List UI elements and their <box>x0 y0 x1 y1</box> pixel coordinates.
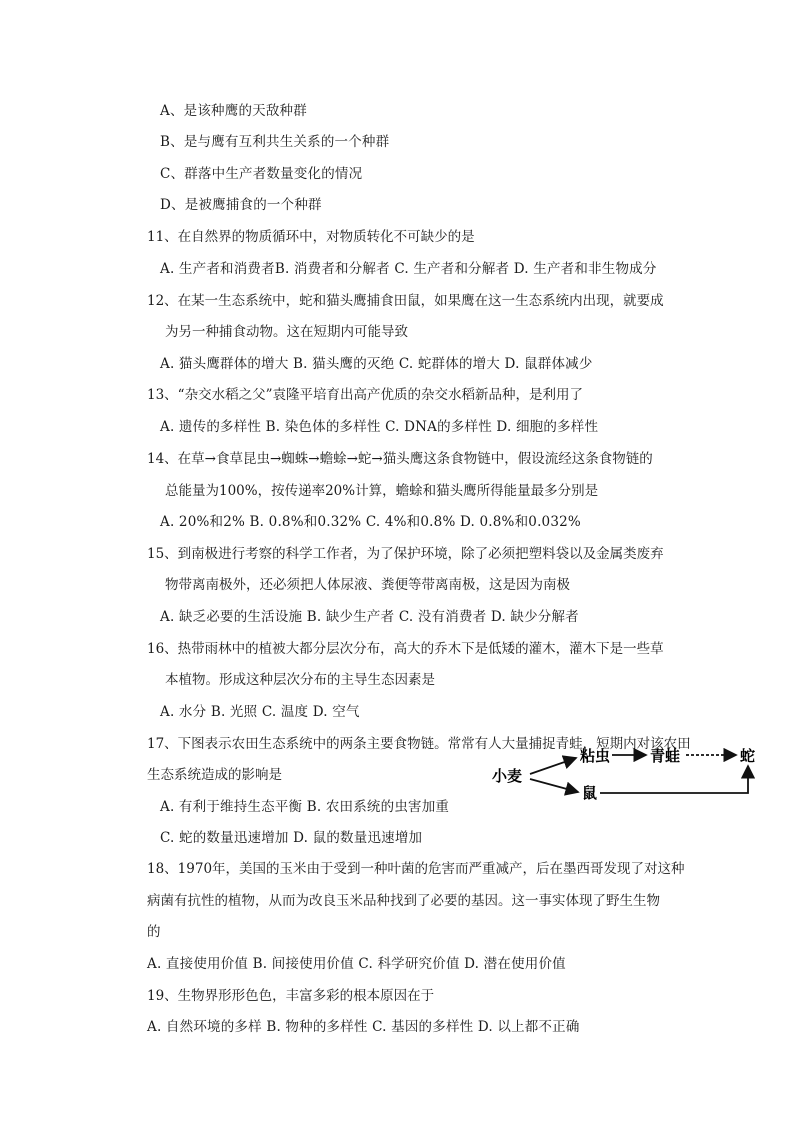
q18-options: A. 直接使用价值 B. 间接使用价值 C. 科学研究价值 D. 潜在使用价值 <box>147 956 566 972</box>
q19-options: A. 自然环境的多样 B. 物种的多样性 C. 基因的多样性 D. 以上都不正确 <box>147 1019 580 1035</box>
q18-stem-line3: 的 <box>147 924 161 940</box>
q12-stem-line2: 为另一种捕食动物。这在短期内可能导致 <box>165 324 408 340</box>
arrow-wheat-mouse <box>530 779 578 792</box>
q10-option-a: A、是该种鹰的天敌种群 <box>160 103 307 119</box>
node-wheat: 小麦 <box>492 767 523 785</box>
q11-stem: 11、在自然界的物质循环中，对物质转化不可缺少的是 <box>147 229 475 245</box>
q14-options: A. 20%和2% B. 0.8%和0.32% C. 4%和0.8% D. 0.8%和0.032% <box>160 514 581 530</box>
q15-stem-line1: 15、到南极进行考察的科学工作者，为了保护环境，除了必须把塑料袋以及金属类废弃 <box>147 546 664 562</box>
q14-stem-line2: 总能量为100%，按传递率20%计算，蟾蜍和猫头鹰所得能量最多分别是 <box>165 483 599 499</box>
q12-stem-line1: 12、在某一生态系统中，蛇和猫头鹰捕食田鼠，如果鹰在这一生态系统内出现，就要成 <box>147 293 664 309</box>
q10-option-c: C、群落中生产者数量变化的情况 <box>160 166 363 182</box>
q16-stem-line2: 本植物。形成这种层次分布的主导生态因素是 <box>165 672 435 688</box>
q10-option-b: B、是与鹰有互利共生关系的一个种群 <box>160 134 390 150</box>
food-chain-diagram <box>490 740 770 810</box>
node-frog: 青蛙 <box>650 747 681 765</box>
q14-stem-line1: 14、在草→食草昆虫→蜘蛛→蟾蜍→蛇→猫头鹰这条食物链中，假设流经这条食物链的 <box>147 451 653 467</box>
q16-options: A. 水分 B. 光照 C. 温度 D. 空气 <box>160 704 360 720</box>
q17-stem-line2: 生态系统造成的影响是 <box>147 767 282 783</box>
q13-options: A. 遗传的多样性 B. 染色体的多样性 C. DNA的多样性 D. 细胞的多样性 <box>160 419 599 435</box>
q17-options-line1: A. 有利于维持生态平衡 B. 农田系统的虫害加重 <box>160 799 450 815</box>
q12-options: A. 猫头鹰群体的增大 B. 猫头鹰的灭绝 C. 蛇群体的增大 D. 鼠群体减少 <box>160 356 593 372</box>
q18-stem-line2: 病菌有抗性的植物，从而为改良玉米品种找到了必要的基因。这一事实体现了野生生物 <box>147 893 660 909</box>
node-snake: 蛇 <box>740 747 756 765</box>
q19-stem: 19、生物界形形色色，丰富多彩的根本原因在于 <box>147 988 435 1004</box>
q10-option-d: D、是被鹰捕食的一个种群 <box>160 197 322 213</box>
q15-options: A. 缺乏必要的生活设施 B. 缺少生产者 C. 没有消费者 D. 缺少分解者 <box>160 609 579 625</box>
q18-stem-line1: 18、1970年，美国的玉米由于受到一种叶菌的危害而严重减产，后在墨西哥发现了对这种 <box>147 861 685 877</box>
q11-options: A. 生产者和消费者B. 消费者和分解者 C. 生产者和分解者 D. 生产者和非生物成分 <box>160 261 657 277</box>
q17-stem-line1: 17、下图表示农田生态系统中的两条主要食物链。常常有人大量捕捉青蛙，短期内对该农田 <box>147 736 691 752</box>
q17-options-line2: C. 蛇的数量迅速增加 D. 鼠的数量迅速增加 <box>160 830 423 846</box>
node-armyworm: 粘虫 <box>580 747 611 765</box>
node-mouse: 鼠 <box>582 784 598 802</box>
q13-stem: 13、“杂交水稻之父”袁隆平培育出高产优质的杂交水稻新品种，是利用了 <box>147 387 583 403</box>
food-chain-svg <box>490 740 770 810</box>
q16-stem-line1: 16、热带雨林中的植被大都分层次分布，高大的乔木下是低矮的灌木，灌木下是一些草 <box>147 641 664 657</box>
q15-stem-line2: 物带离南极外，还必须把人体尿液、粪便等带离南极，这是因为南极 <box>165 577 570 593</box>
arrow-wheat-armyworm <box>530 758 576 774</box>
arrow-mouse-snake <box>600 766 748 793</box>
